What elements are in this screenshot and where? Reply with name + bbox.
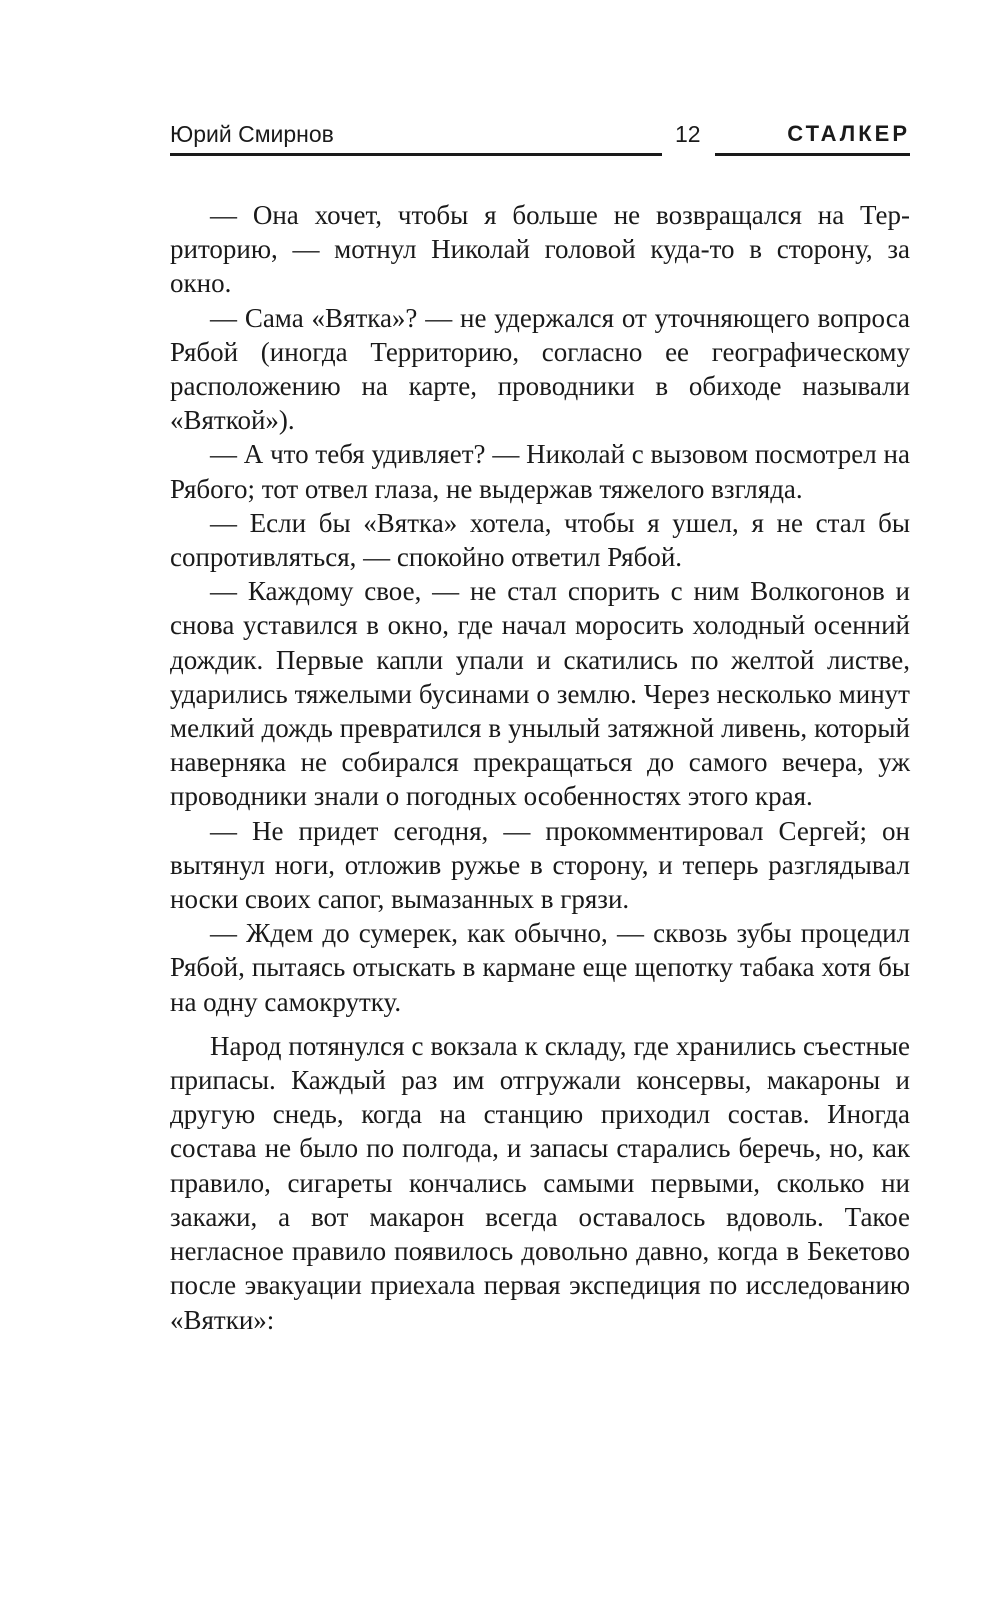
paragraph: — Если бы «Вятка» хотела, чтобы я ушел, я не стал бы сопротивляться, — спокойно ответил Рябой. xyxy=(170,507,910,573)
paragraph: — Не придет сегодня, — прокомментировал Сергей; он вытянул ноги, отложив ружье в сторону, и теперь разглядывал носки своих сапог, вымазанных в грязи. xyxy=(170,815,910,915)
series-title: СТАЛКЕР xyxy=(787,121,910,146)
paragraph: — Сама «Вятка»? — не удержался от уточняющего вопроса Рябой (иногда Территорию, согласно ее географическому расположению на карте, проводники в обиходе называли «Вяткой»). xyxy=(170,302,910,436)
header-rule-right xyxy=(715,153,910,156)
author-name: Юрий Смирнов xyxy=(170,121,334,147)
paragraph: — А что тебя удивляет? — Николай с вызовом посмотрел на Рябого; тот отвел глаза, не выдержав тяжелого взгляда. xyxy=(170,439,910,504)
paragraph: — Она хочет, чтобы я больше не возвращался на Территорию, — мотнул Николай головой куда-то в сторону, за окно. xyxy=(170,200,910,299)
paragraph: — Каждому свое, — не стал спорить с ним Волкогонов и снова уставился в окно, где начал моросить холодный осенний дождик. Первые капли упали и скатились по желтой листве, ударились тяжелыми бусинами о землю. Через несколько минут мелкий дождь превратился в унылый затяжной ливень, который наверняка не собирался прекращаться до самого вечера, уж проводники знали о погодных особенностях этого края. xyxy=(170,576,910,812)
running-head xyxy=(170,120,910,160)
paragraph: — Ждем до сумерек, как обычно, — сквозь зубы процедил Рябой, пытаясь отыскать в кармане еще щепотку табака хотя бы на одну самокрутку. xyxy=(170,918,910,1017)
paragraph: Народ потянулся с вокзала к складу, где хранились съестные припасы. Каждый раз им отгружали консервы, макароны и другую снедь, когда на станцию приходил состав. Иногда состава не было по полгода, и запасы старались беречь, но, как правило, сигареты кончались самыми первыми, сколько ни закажи, а вот макарон всегда оставалось вдоволь. Такое негласное правило появилось довольно давно, когда в Бекетово после эвакуации приехала первая экспедиция по исследованию «Вятки»: xyxy=(170,1030,910,1335)
header-rule-left xyxy=(170,153,662,156)
page-number: 12 xyxy=(675,121,701,147)
body-text xyxy=(170,198,910,1337)
